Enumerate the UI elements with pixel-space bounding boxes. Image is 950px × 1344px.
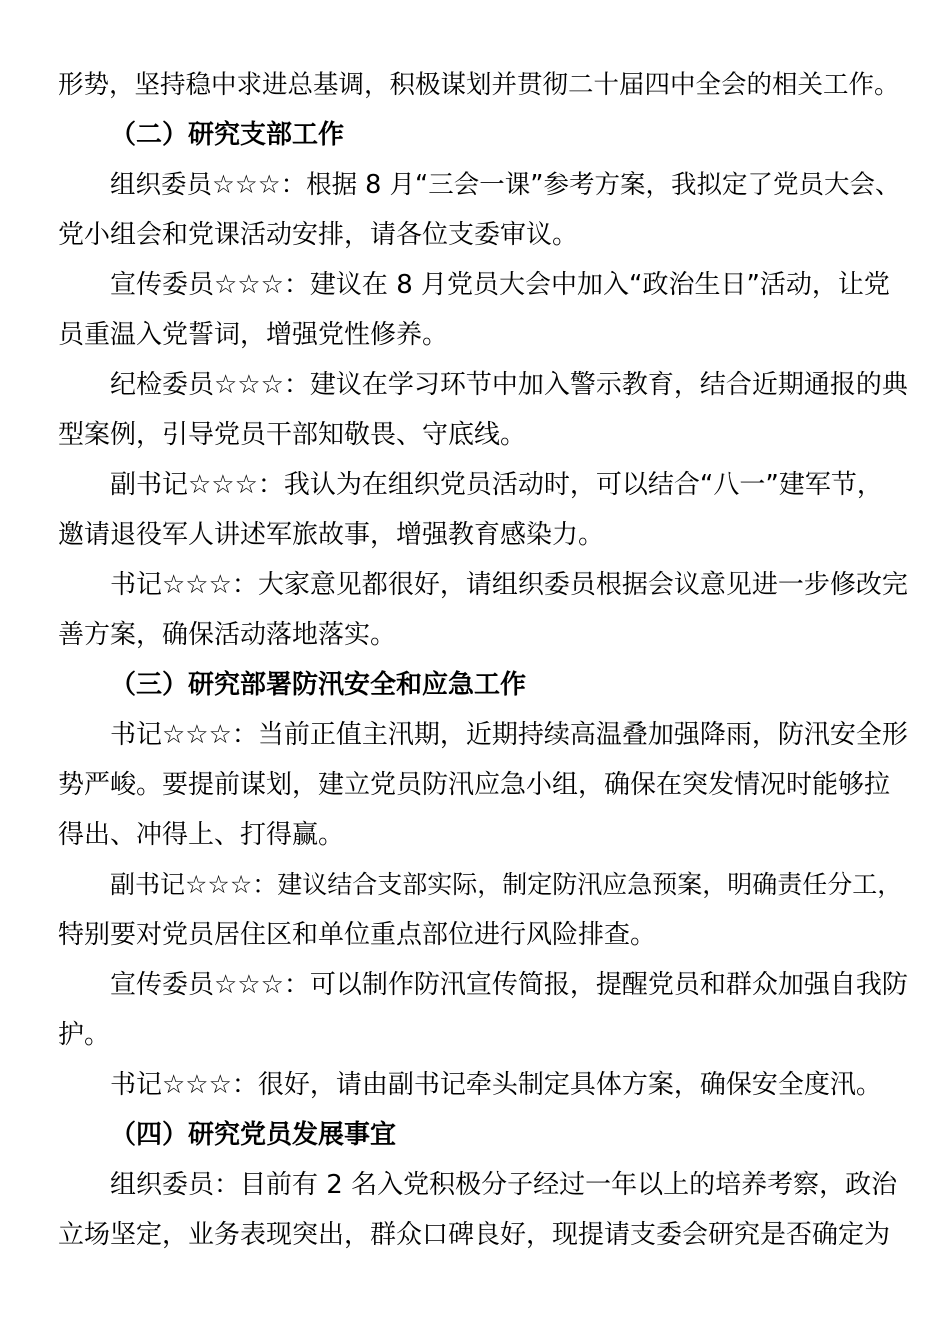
line-21: 书记☆☆☆：很好，请由副书记牵头制定具体方案，确保安全度汛。 — [110, 1070, 882, 1100]
line-12: 善方案，确保活动落地落实。 — [58, 620, 397, 650]
line-11: 书记☆☆☆：大家意见都很好，请组织委员根据会议意见进一步修改完 — [110, 570, 908, 600]
line-3: 组织委员☆☆☆：根据 8 月“三会一课”参考方案，我拟定了党员大会、 — [110, 170, 901, 200]
section-heading-4: （四）研究党员发展事宜 — [110, 1120, 397, 1150]
line-8: 型案例，引导党员干部知敬畏、守底线。 — [58, 420, 527, 450]
document-page — [58, 60, 910, 1260]
line-24: 立场坚定，业务表现突出，群众口碑良好，现提请支委会研究是否确定为 — [58, 1220, 891, 1250]
line-16: 得出、冲得上、打得赢。 — [58, 820, 345, 850]
line-23: 组织委员：目前有 2 名入党积极分子经过一年以上的培养考察，政治 — [110, 1170, 898, 1200]
line-10: 邀请退役军人讲述军旅故事，增强教育感染力。 — [58, 520, 605, 550]
section-heading-3: （三）研究部署防汛安全和应急工作 — [110, 670, 527, 700]
line-5: 宣传委员☆☆☆：建议在 8 月党员大会中加入“政治生日”活动，让党 — [110, 270, 890, 300]
section-heading-2: （二）研究支部工作 — [110, 120, 345, 150]
line-15: 势严峻。要提前谋划，建立党员防汛应急小组，确保在突发情况时能够拉 — [58, 770, 891, 800]
line-14: 书记☆☆☆：当前正值主汛期，近期持续高温叠加强降雨，防汛安全形 — [110, 720, 908, 750]
line-17: 副书记☆☆☆：建议结合支部实际，制定防汛应急预案，明确责任分工， — [110, 870, 903, 899]
line-20: 护。 — [58, 1020, 111, 1050]
line-1: 形势，坚持稳中求进总基调，积极谋划并贯彻二十届四中全会的相关工作。 — [58, 70, 900, 100]
line-7: 纪检委员☆☆☆：建议在学习环节中加入警示教育，结合近期通报的典 — [110, 370, 908, 400]
line-18: 特别要对党员居住区和单位重点部位进行风险排查。 — [58, 920, 657, 950]
line-4: 党小组会和党课活动安排，请各位支委审议。 — [58, 220, 579, 250]
line-19: 宣传委员☆☆☆：可以制作防汛宣传简报，提醒党员和群众加强自我防 — [110, 970, 908, 1000]
line-9: 副书记☆☆☆：我认为在组织党员活动时，可以结合“八一”建军节， — [110, 470, 883, 500]
line-6: 员重温入党誓词，增强党性修养。 — [58, 320, 449, 350]
